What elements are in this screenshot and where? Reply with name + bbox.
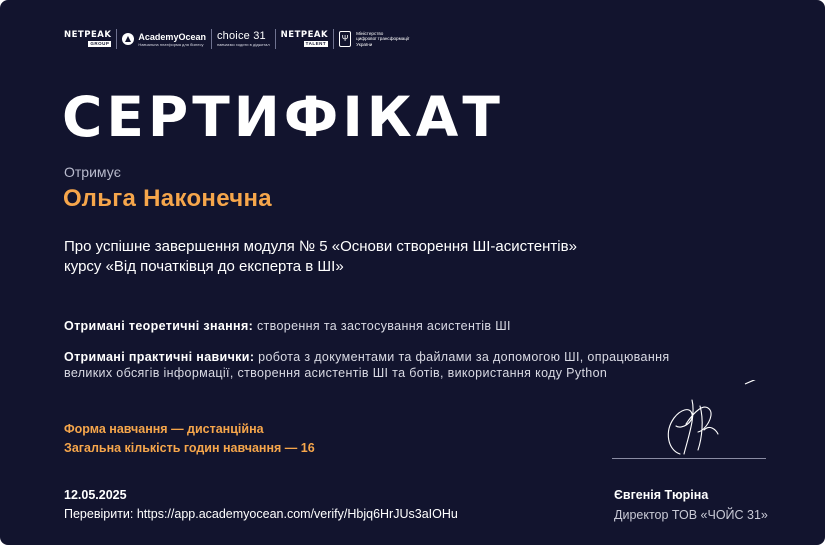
theory-knowledge (64, 318, 511, 335)
logo-divider (116, 29, 117, 49)
netpeak-group-logo (64, 31, 111, 47)
practical-skills (64, 350, 704, 381)
trident-emblem-icon: Ψ (339, 31, 351, 47)
theory-text: створення та застосування асистентів ШІ (256, 319, 511, 333)
logo-divider (211, 29, 212, 49)
netpeak-talent-wordmark: NETPEAK (280, 30, 329, 40)
academy-ocean-tagline: Навчальна платформа для бізнесу (138, 41, 204, 47)
netpeak-group-tag: GROUP (90, 41, 110, 46)
partner-logos (64, 28, 409, 50)
academy-ocean-logo-icon (122, 33, 134, 45)
signature-icon (640, 380, 775, 462)
signature-line (612, 458, 766, 459)
study-form: Форма навчання — дистанційна (64, 422, 264, 436)
academy-ocean-logo (122, 32, 206, 47)
netpeak-talent-logo (281, 31, 328, 47)
logo-divider (275, 29, 276, 49)
issue-date: 12.05.2025 (64, 488, 127, 502)
ministry-logo (339, 31, 409, 48)
signer-name: Євгенія Тюріна (614, 488, 709, 502)
netpeak-group-wordmark: NETPEAK (64, 30, 112, 40)
logo-divider (333, 29, 334, 49)
signer-role: Директор ТОВ «ЧОЙС 31» (614, 508, 768, 522)
total-hours: Загальна кількість годин навчання — 16 (64, 441, 315, 455)
receives-label: Отримує (64, 164, 121, 180)
description-line: Про успішне завершення модуля № 5 «Основи створення ШІ-асистентів» (64, 238, 577, 255)
academy-ocean-wordmark: AcademyOcean (138, 31, 206, 42)
ministry-name-line: цифрової трансформації (356, 36, 410, 42)
ministry-name-line: Міністерство (356, 30, 384, 36)
recipient-name: Ольга Наконечна (63, 185, 272, 212)
choice31-wordmark: choice 31 (216, 30, 266, 42)
netpeak-talent-tag: TALENT (305, 41, 327, 46)
theory-label: Отримані теоретичні знання: (64, 319, 254, 333)
choice31-logo (217, 31, 270, 47)
practice-label: Отримані практичні навички: (64, 350, 255, 364)
certificate-title: СЕРТИФІКАТ (62, 85, 504, 149)
description-line: курсу «Від початківця до експерта в ШІ» (64, 258, 344, 275)
practice-text: робота з документами та файлами за допомогою ШІ, опрацювання великих обсягів інформації, створення асистентів ШІ та ботів, використання коду Python (64, 350, 670, 380)
course-description (64, 237, 684, 277)
verify-link[interactable]: Перевірити: https://app.academyocean.com/verify/Hbjq6HrJUs3aIOHu (64, 507, 458, 521)
choice31-tagline: навчаємо ходити в діджитал (216, 42, 270, 47)
ministry-name-line: України (356, 41, 373, 47)
